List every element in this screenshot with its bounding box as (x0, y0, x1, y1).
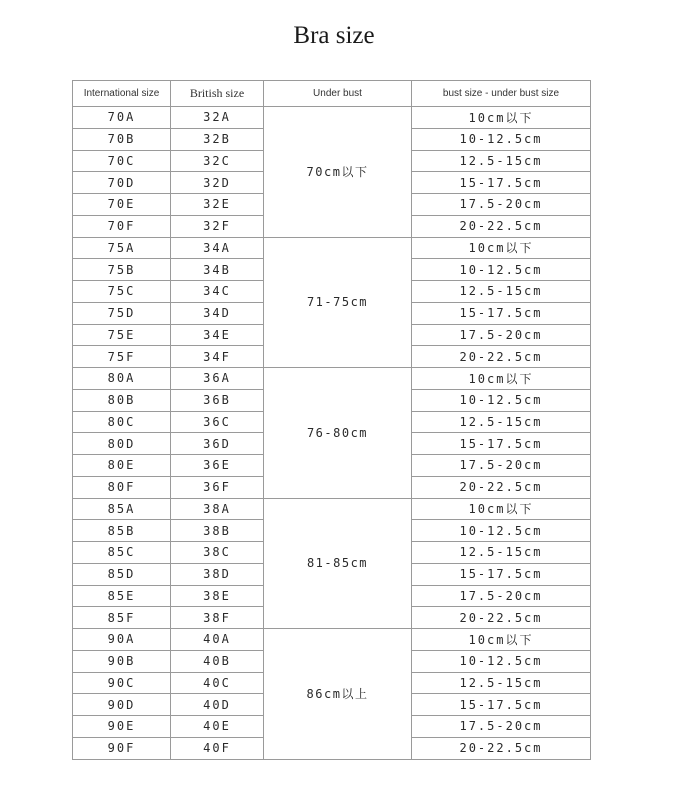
cell-international-size: 90D (73, 694, 171, 716)
cell-international-size: 80F (73, 476, 171, 498)
table-row (73, 107, 591, 129)
cell-international-size: 70E (73, 194, 171, 216)
table-row (73, 237, 591, 259)
cell-international-size: 80B (73, 389, 171, 411)
size-chart-table (72, 80, 591, 760)
cell-bust-difference: 10-12.5cm (412, 520, 591, 542)
cell-international-size: 80D (73, 433, 171, 455)
cell-international-size: 90C (73, 672, 171, 694)
cell-british-size: 40F (171, 737, 264, 759)
cell-british-size: 32A (171, 107, 264, 129)
cell-international-size: 70D (73, 172, 171, 194)
cell-international-size: 90F (73, 737, 171, 759)
header-bust-difference: bust size - under bust size (412, 81, 591, 107)
cell-international-size: 85A (73, 498, 171, 520)
cell-international-size: 70C (73, 150, 171, 172)
cell-international-size: 70B (73, 128, 171, 150)
cell-british-size: 36F (171, 476, 264, 498)
cell-british-size: 40D (171, 694, 264, 716)
cell-bust-difference: 10cm以下 (412, 498, 591, 520)
cell-international-size: 75C (73, 281, 171, 303)
cell-british-size: 34C (171, 281, 264, 303)
cell-international-size: 75D (73, 302, 171, 324)
cell-bust-difference: 12.5-15cm (412, 672, 591, 694)
cell-british-size: 34F (171, 346, 264, 368)
table-row (73, 368, 591, 390)
cell-bust-difference: 15-17.5cm (412, 433, 591, 455)
cell-bust-difference: 10-12.5cm (412, 259, 591, 281)
cell-bust-difference: 10cm以下 (412, 237, 591, 259)
cell-british-size: 34A (171, 237, 264, 259)
cell-bust-difference: 10-12.5cm (412, 128, 591, 150)
cell-under-bust: 76-80cm (264, 368, 412, 499)
cell-british-size: 36B (171, 389, 264, 411)
cell-british-size: 40A (171, 629, 264, 651)
cell-under-bust: 71-75cm (264, 237, 412, 368)
cell-british-size: 36E (171, 455, 264, 477)
cell-bust-difference: 15-17.5cm (412, 302, 591, 324)
cell-international-size: 80E (73, 455, 171, 477)
cell-international-size: 90A (73, 629, 171, 651)
cell-international-size: 85E (73, 585, 171, 607)
cell-british-size: 32E (171, 194, 264, 216)
cell-british-size: 34B (171, 259, 264, 281)
cell-bust-difference: 17.5-20cm (412, 716, 591, 738)
cell-international-size: 75F (73, 346, 171, 368)
header-british-size: British size (171, 81, 264, 107)
cell-british-size: 34E (171, 324, 264, 346)
cell-bust-difference: 20-22.5cm (412, 737, 591, 759)
cell-bust-difference: 10cm以下 (412, 629, 591, 651)
cell-british-size: 36C (171, 411, 264, 433)
cell-international-size: 80A (73, 368, 171, 390)
cell-british-size: 38A (171, 498, 264, 520)
table-row (73, 498, 591, 520)
cell-bust-difference: 20-22.5cm (412, 476, 591, 498)
cell-british-size: 38E (171, 585, 264, 607)
cell-british-size: 38F (171, 607, 264, 629)
cell-british-size: 32D (171, 172, 264, 194)
cell-international-size: 80C (73, 411, 171, 433)
cell-bust-difference: 17.5-20cm (412, 585, 591, 607)
header-international-size: International size (73, 81, 171, 107)
cell-british-size: 38D (171, 563, 264, 585)
header-under-bust: Under bust (264, 81, 412, 107)
cell-bust-difference: 10-12.5cm (412, 389, 591, 411)
cell-bust-difference: 12.5-15cm (412, 150, 591, 172)
cell-british-size: 34D (171, 302, 264, 324)
table-header-row (73, 81, 591, 107)
cell-international-size: 85F (73, 607, 171, 629)
cell-bust-difference: 10cm以下 (412, 107, 591, 129)
cell-under-bust: 86cm以上 (264, 629, 412, 760)
cell-under-bust: 81-85cm (264, 498, 412, 629)
table-body (73, 107, 591, 760)
page-title: Bra size (293, 22, 375, 49)
cell-bust-difference: 12.5-15cm (412, 411, 591, 433)
cell-bust-difference: 15-17.5cm (412, 172, 591, 194)
cell-british-size: 38B (171, 520, 264, 542)
cell-international-size: 85B (73, 520, 171, 542)
cell-british-size: 32F (171, 215, 264, 237)
cell-bust-difference: 15-17.5cm (412, 563, 591, 585)
cell-british-size: 36D (171, 433, 264, 455)
cell-bust-difference: 20-22.5cm (412, 346, 591, 368)
cell-british-size: 40C (171, 672, 264, 694)
cell-bust-difference: 17.5-20cm (412, 324, 591, 346)
table-row (73, 629, 591, 651)
cell-international-size: 85D (73, 563, 171, 585)
cell-bust-difference: 17.5-20cm (412, 194, 591, 216)
cell-british-size: 40E (171, 716, 264, 738)
cell-british-size: 36A (171, 368, 264, 390)
cell-bust-difference: 12.5-15cm (412, 542, 591, 564)
cell-bust-difference: 17.5-20cm (412, 455, 591, 477)
cell-bust-difference: 20-22.5cm (412, 607, 591, 629)
cell-bust-difference: 15-17.5cm (412, 694, 591, 716)
cell-bust-difference: 10cm以下 (412, 368, 591, 390)
cell-british-size: 40B (171, 650, 264, 672)
cell-british-size: 32C (171, 150, 264, 172)
cell-international-size: 90E (73, 716, 171, 738)
cell-international-size: 70A (73, 107, 171, 129)
cell-bust-difference: 12.5-15cm (412, 281, 591, 303)
cell-international-size: 90B (73, 650, 171, 672)
cell-international-size: 70F (73, 215, 171, 237)
cell-international-size: 75B (73, 259, 171, 281)
cell-international-size: 75E (73, 324, 171, 346)
cell-bust-difference: 10-12.5cm (412, 650, 591, 672)
cell-british-size: 38C (171, 542, 264, 564)
cell-under-bust: 70cm以下 (264, 107, 412, 238)
cell-british-size: 32B (171, 128, 264, 150)
cell-international-size: 75A (73, 237, 171, 259)
cell-international-size: 85C (73, 542, 171, 564)
cell-bust-difference: 20-22.5cm (412, 215, 591, 237)
